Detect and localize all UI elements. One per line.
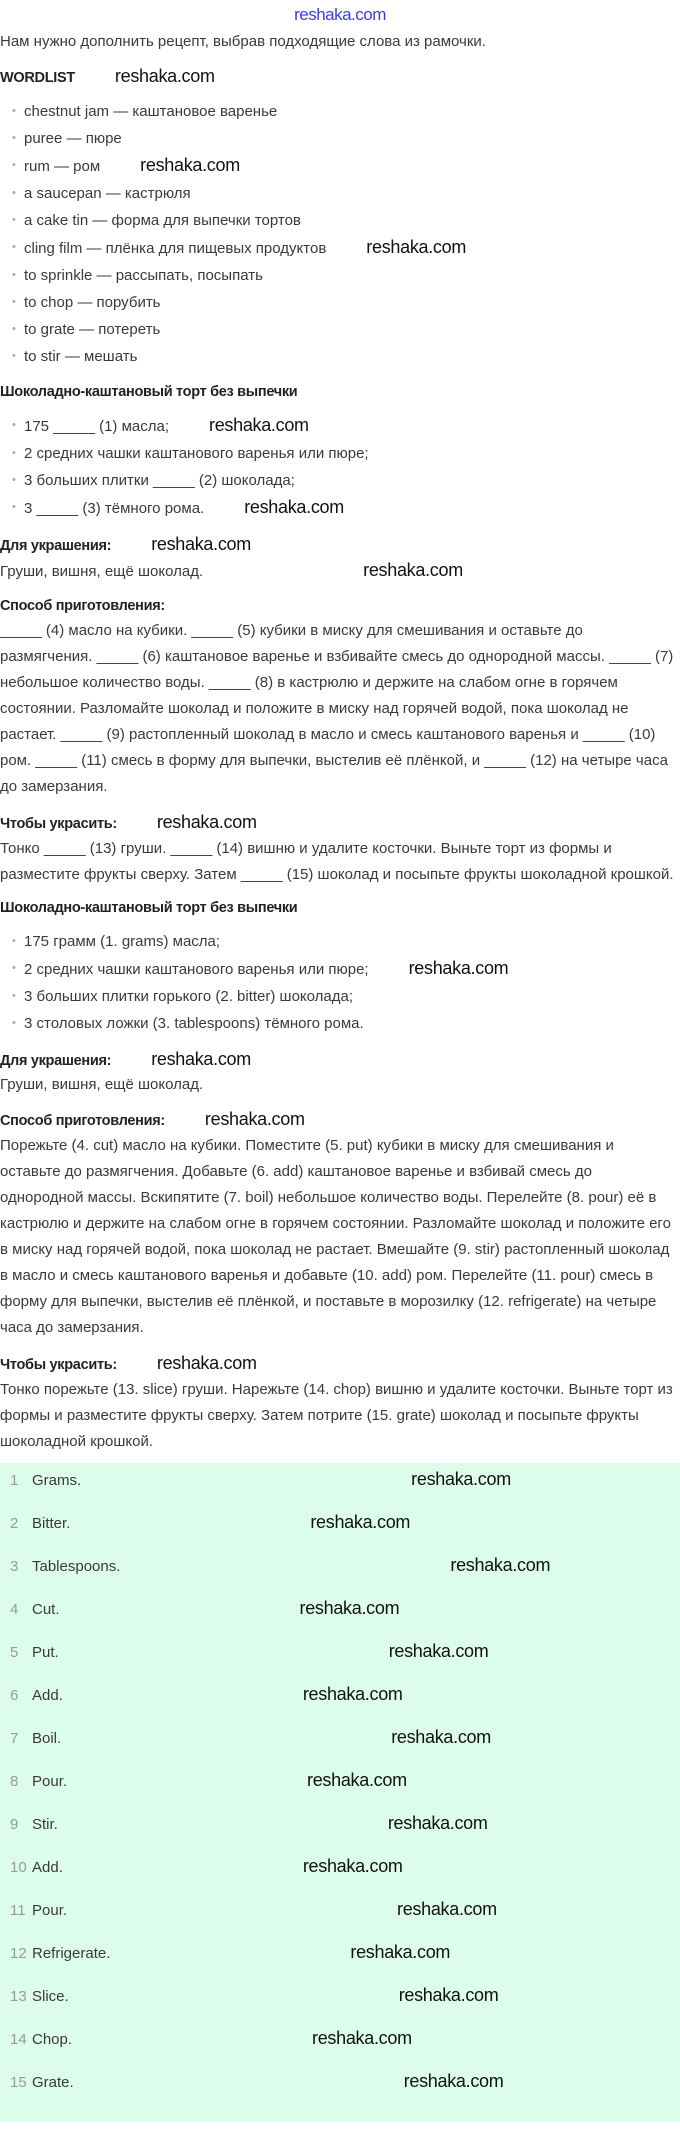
list-item (24, 262, 680, 289)
watermark: reshaka.com (302, 1684, 403, 1704)
answer-number: 12 (10, 1945, 27, 1962)
answer-text: Add. (32, 1687, 63, 1704)
answer-text: Cut. (32, 1601, 60, 1618)
list-item (24, 152, 680, 180)
answer-row (0, 1854, 680, 1897)
watermark: reshaka.com (312, 2028, 412, 2048)
task-method-label: Способ приготовления: (0, 598, 165, 614)
task-decorate-label: Чтобы украсить: (0, 816, 117, 832)
answer-text: Slice. (32, 1988, 69, 2005)
task-decoration-label: Для украшения: (0, 538, 112, 554)
list-item (24, 180, 680, 207)
task-decorate: Тонко _____ (13) груши. _____ (14) вишню и удалите косточки. Выньте торт из формы и разместите фрукты сверху. Затем _____ (15) шоколад и посыпьте фрукты шоколадной крошкой. (0, 840, 674, 883)
task-title: Шоколадно-каштановый торт без выпечки (0, 384, 298, 400)
list-item-text: a saucepan — кастрюля (24, 185, 191, 202)
watermark: reshaka.com (140, 155, 240, 175)
answer-row (0, 1940, 680, 1983)
solution-method: Порежьте (4. cut) масло на кубики. Поместите (5. put) кубики в миску для смешивания и оставьте до размягчения. Добавьте (6. add) каштановое варенье и взбивай смесь до однородной массы. Вскипятите (7. boil) небольшое количество воды. Перелейте (8. pour) её в кастрюлю и держите на слабом огне в горячем состоянии. Разломайте шоколад и положите его в миску над горячей водой, пока шоколад не растает. Вмешайте (9. stir) растопленный шоколад в масло и смесь каштанового варенья и добавьте (10. add) ром. Перелейте (11. pour) смесь в форму для выпечки, выстелив её плёнкой, и поставьте в морозилку (12. refrigerate) на четыре часа до замерзания. (0, 1137, 671, 1336)
watermark: reshaka.com (411, 1469, 511, 1489)
watermark: reshaka.com (151, 1049, 251, 1069)
answer-number: 9 (10, 1816, 19, 1833)
list-item-text: rum — ром (24, 158, 101, 175)
answer-text: Refrigerate. (32, 1945, 111, 1962)
watermark: reshaka.com (156, 812, 257, 832)
list-item (24, 983, 680, 1010)
answer-row (0, 1596, 680, 1639)
list-item (24, 494, 680, 522)
answer-row (0, 1553, 680, 1596)
answer-row (0, 1467, 680, 1510)
answer-number: 14 (10, 2031, 27, 2048)
list-item-text: 3 _____ (3) тёмного рома. (24, 500, 205, 517)
answer-text: Add. (32, 1859, 63, 1876)
list-item-text: a cake tin — форма для выпечки тортов (24, 212, 301, 229)
watermark: reshaka.com (450, 1555, 551, 1575)
wordlist (0, 98, 680, 370)
list-item-text: 3 столовых ложки (3. tablespoons) тёмного рома. (24, 1015, 364, 1032)
answer-text: Bitter. (32, 1515, 71, 1532)
answer-text: Grate. (32, 2074, 74, 2091)
list-item (24, 440, 680, 467)
watermark: reshaka.com (363, 560, 463, 580)
site-title[interactable]: reshaka.com (294, 5, 386, 24)
list-item-text: cling film — плёнка для пищевых продуктов (24, 240, 327, 257)
answer-number: 3 (10, 1558, 19, 1575)
list-item-text: puree — пюре (24, 130, 122, 147)
answer-row (0, 1639, 680, 1682)
watermark: reshaka.com (397, 1899, 497, 1919)
solution-decorate-label: Чтобы украсить: (0, 1357, 117, 1373)
list-item (24, 207, 680, 234)
answer-row (0, 1897, 680, 1940)
list-item (24, 343, 680, 370)
answer-number: 4 (10, 1601, 19, 1618)
answer-text: Pour. (32, 1773, 68, 1790)
solution-decorate-header (0, 1351, 680, 1377)
answer-number: 6 (10, 1687, 19, 1704)
list-item-text: to sprinkle — рассыпать, посыпать (24, 267, 263, 284)
list-item-text: chestnut jam — каштановое варенье (24, 103, 278, 120)
answer-number: 13 (10, 1988, 27, 2005)
answer-number: 5 (10, 1644, 19, 1661)
watermark: reshaka.com (244, 497, 344, 517)
watermark: reshaka.com (299, 1598, 400, 1618)
watermark: reshaka.com (307, 1770, 407, 1790)
watermark: reshaka.com (403, 2071, 504, 2091)
watermark: reshaka.com (209, 415, 309, 435)
answer-row (0, 1510, 680, 1553)
watermark: reshaka.com (408, 958, 509, 978)
watermark: reshaka.com (204, 1109, 305, 1129)
solution-decoration-header (0, 1047, 680, 1073)
wordlist-label: WORDLIST (0, 70, 75, 86)
list-item (24, 316, 680, 343)
solution-decoration: Груши, вишня, ещё шоколад. (0, 1076, 204, 1093)
answer-row (0, 1811, 680, 1854)
instruction: Нам нужно дополнить рецепт, выбрав подходящие слова из рамочки. (0, 33, 486, 50)
answer-number: 15 (10, 2074, 27, 2091)
list-item-text: 3 больших плитки горького (2. bitter) шоколада; (24, 988, 354, 1005)
task-ingredients (0, 412, 680, 522)
task-method: _____ (4) масло на кубики. _____ (5) кубики в миску для смешивания и оставьте до размягчения. _____ (6) каштановое варенье и взбивайте смесь до однородной массы. _____ (7) небольшое количество воды. _____ (8) в кастрюлю и держите на слабом огне в горячем состоянии. Разломайте шоколад и положите в миску над горячей водой, пока шоколад не растает. _____ (9) растопленный шоколад в масло и смесь каштанового варенья и _____ (10) ром. _____ (11) смесь в форму для выпечки, выстелив её плёнкой, и _____ (12) на четыре часа до замерзания. (0, 622, 674, 795)
answer-text: Grams. (32, 1472, 82, 1489)
watermark: reshaka.com (366, 237, 467, 257)
list-item (24, 412, 680, 440)
answer-row (0, 1768, 680, 1811)
list-item (24, 98, 680, 125)
task-decoration-header (0, 532, 680, 558)
answer-number: 7 (10, 1730, 19, 1747)
watermark: reshaka.com (114, 66, 215, 86)
watermark: reshaka.com (388, 1641, 489, 1661)
list-item-text: 3 больших плитки _____ (2) шоколада; (24, 472, 295, 489)
answer-row (0, 1983, 680, 2026)
list-item (24, 467, 680, 494)
task-decorate-header (0, 810, 680, 836)
list-item-text: 2 средних чашки каштанового варенья или пюре; (24, 445, 369, 462)
answer-text: Stir. (32, 1816, 58, 1833)
watermark: reshaka.com (302, 1856, 403, 1876)
watermark: reshaka.com (398, 1985, 499, 2005)
answer-number: 1 (10, 1472, 19, 1489)
list-item-text: to stir — мешать (24, 348, 138, 365)
task-decoration-line (0, 558, 680, 584)
list-item-text: 2 средних чашки каштанового варенья или пюре; (24, 961, 369, 978)
solution-method-label: Способ приготовления: (0, 1113, 165, 1129)
solution-method-header (0, 1107, 680, 1133)
list-item (24, 928, 680, 955)
answer-text: Boil. (32, 1730, 62, 1747)
solution-ingredients (0, 928, 680, 1037)
solution-decoration-label: Для украшения: (0, 1053, 112, 1069)
list-item-text: 175 грамм (1. grams) масла; (24, 933, 221, 950)
list-item (24, 289, 680, 316)
answer-text: Chop. (32, 2031, 73, 2048)
list-item (24, 1010, 680, 1037)
answer-text: Pour. (32, 1902, 68, 1919)
answer-number: 10 (10, 1859, 27, 1876)
answer-number: 11 (10, 1902, 26, 1919)
answer-text: Tablespoons. (32, 1558, 121, 1575)
answers-panel (0, 1463, 680, 2122)
list-item-text: to grate — потереть (24, 321, 161, 338)
answer-row (0, 2026, 680, 2069)
list-item (24, 955, 680, 983)
watermark: reshaka.com (156, 1353, 257, 1373)
answer-number: 8 (10, 1773, 19, 1790)
list-item (24, 125, 680, 152)
answer-row (0, 1725, 680, 1768)
watermark: reshaka.com (350, 1942, 451, 1962)
task-decoration: Груши, вишня, ещё шоколад. (0, 563, 204, 580)
watermark: reshaka.com (387, 1813, 488, 1833)
list-item (24, 234, 680, 262)
watermark: reshaka.com (151, 534, 251, 554)
solution-title: Шоколадно-каштановый торт без выпечки (0, 900, 298, 916)
list-item-text: 175 _____ (1) масла; (24, 418, 169, 435)
watermark: reshaka.com (310, 1512, 411, 1532)
wordlist-header (0, 64, 680, 90)
answer-row (0, 2069, 680, 2112)
solution-decorate: Тонко порежьте (13. slice) груши. Нарежьте (14. chop) вишню и удалите косточки. Выньте торт из формы и разместите фрукты сверху. Затем потрите (15. grate) шоколад и посыпьте фрукты шоколадной крошкой. (0, 1381, 673, 1450)
list-item-text: to chop — порубить (24, 294, 161, 311)
watermark: reshaka.com (391, 1727, 491, 1747)
answer-text: Put. (32, 1644, 59, 1661)
answer-number: 2 (10, 1515, 19, 1532)
answer-row (0, 1682, 680, 1725)
